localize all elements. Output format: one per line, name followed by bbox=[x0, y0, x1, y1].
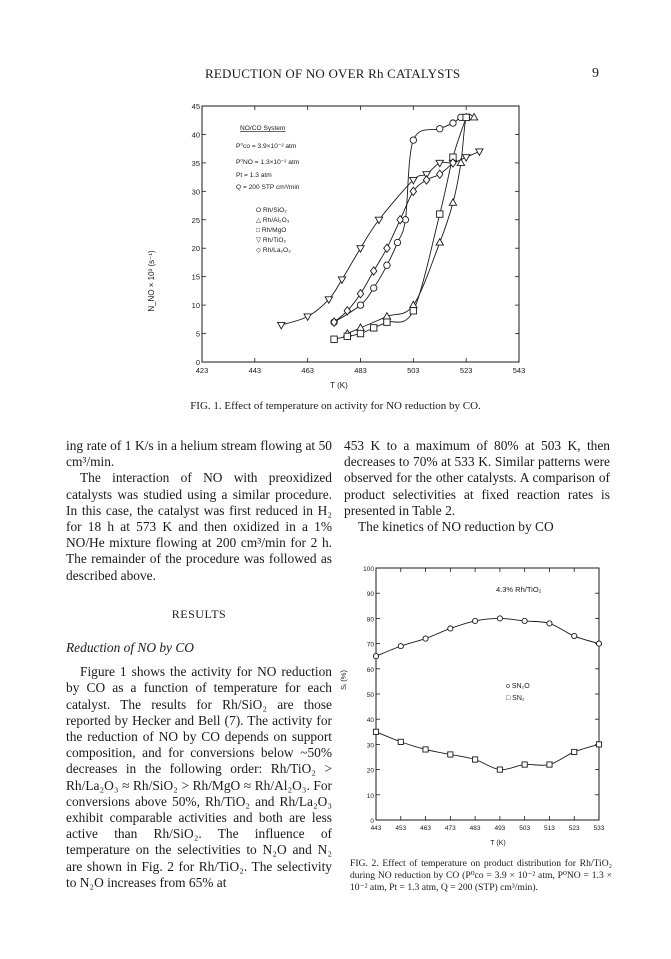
paragraph: 453 K to a maximum of 80% at 503 K, then decreases to 70% at 533 K. Similar patterns were observed for the other catalysts. A comparison of product selectivities at fixed reaction rates is presented in Table 2. bbox=[344, 438, 610, 518]
figure-1-xlabel: T (K) bbox=[330, 381, 348, 390]
data-point bbox=[398, 739, 403, 744]
y-tick-label: 25 bbox=[191, 215, 200, 225]
figure-1-condition: P⁰NO = 1.3×10⁻² atm bbox=[236, 159, 300, 166]
y-tick-label: 70 bbox=[366, 641, 374, 649]
data-point bbox=[448, 752, 453, 757]
figure-2-legend-item: □ SN₂ bbox=[506, 695, 525, 702]
data-point bbox=[437, 170, 443, 178]
data-point bbox=[436, 239, 443, 245]
paragraph: The kinetics of NO reduction by CO bbox=[358, 519, 554, 535]
paragraph: ing rate of 1 K/s in a helium stream flowing at 50 cm³/min. bbox=[66, 438, 332, 470]
y-tick-label: 50 bbox=[366, 692, 374, 699]
figure-2-ticks bbox=[363, 566, 605, 832]
x-tick-label: 513 bbox=[544, 825, 555, 832]
x-tick-label: 523 bbox=[568, 825, 580, 832]
data-point bbox=[410, 308, 416, 314]
y-tick-label: 30 bbox=[191, 187, 200, 197]
data-point bbox=[338, 277, 345, 283]
x-tick-label: 543 bbox=[512, 366, 526, 375]
data-point bbox=[462, 155, 469, 161]
data-point bbox=[373, 654, 378, 659]
data-point bbox=[497, 767, 502, 772]
y-tick-label: 0 bbox=[195, 358, 200, 367]
data-point bbox=[394, 239, 400, 245]
figure-1-chart bbox=[138, 96, 538, 396]
figure-1-series-label: ◇ Rh/La₂O₃ bbox=[256, 247, 291, 254]
figure-1-condition: Q = 200 STP cm³/min bbox=[236, 184, 300, 191]
figure-1-points bbox=[278, 114, 483, 343]
x-tick-label: 483 bbox=[354, 366, 367, 375]
data-point bbox=[497, 616, 502, 621]
y-tick-label: 15 bbox=[191, 272, 200, 282]
data-point bbox=[449, 199, 456, 205]
data-point bbox=[457, 159, 464, 165]
figure-2-axes bbox=[376, 568, 599, 820]
data-point bbox=[450, 120, 456, 126]
figure-2-xlabel: T (K) bbox=[490, 840, 506, 847]
figure-2-caption: FIG. 2. Effect of temperature on product distribution for Rh/TiO₂ during NO reduction by CO (P⁰co = 3.9 × 10⁻² atm, P⁰NO = 1.3 × 10⁻² atm, Pt = 1.3 atm, Q = 200 (STP) cm³/min). bbox=[350, 858, 612, 893]
data-point bbox=[596, 641, 601, 646]
subsection-heading: Reduction of NO by CO bbox=[66, 640, 194, 656]
data-point bbox=[473, 757, 478, 762]
y-tick-label: 100 bbox=[363, 566, 374, 573]
paragraph: Figure 1 shows the activity for NO reduction by CO as a function of temperature for each catalyst. The results for Rh/SiO₂ are those reported by Hecker and Bell (7). The activity for the reduction of NO by CO depends on support composition, and for conversions below ~50% decreases in the following order: Rh/TiO₂ > Rh/La₂O₃ ≈ Rh/SiO₂ > Rh/MgO ≈ Rh/Al₂O₃. For conversions above 50%, Rh/TiO₂ and Rh/La₂O₃ exhibit comparable activities and both are less active than Rh/SiO₂. The influence of temperature on the selectivities to N₂O and N₂ are shown in Fig. 2 for Rh/TiO₂. The selectivity to N₂O increases from 65% at bbox=[66, 664, 332, 890]
data-point bbox=[572, 749, 577, 754]
y-tick-label: 5 bbox=[195, 329, 200, 339]
figure-2-legend-item: o SN₂O bbox=[506, 683, 530, 690]
data-point bbox=[437, 126, 443, 132]
y-tick-label: 40 bbox=[366, 717, 374, 725]
x-tick-label: 423 bbox=[195, 366, 209, 375]
body-left-column bbox=[66, 438, 332, 891]
y-tick-label: 20 bbox=[366, 767, 374, 775]
data-point bbox=[397, 216, 403, 224]
y-tick-label: 10 bbox=[366, 792, 374, 800]
data-point bbox=[278, 322, 285, 328]
y-tick-label: 10 bbox=[191, 301, 200, 311]
data-point bbox=[547, 621, 552, 626]
x-tick-label: 503 bbox=[407, 366, 420, 375]
figure-2-ylabel: Sᵢ (%) bbox=[339, 670, 348, 690]
data-point bbox=[344, 333, 350, 339]
data-point bbox=[371, 325, 377, 331]
figure-1-series-label: O Rh/SiO₂ bbox=[256, 207, 287, 214]
data-point bbox=[436, 160, 443, 166]
data-point bbox=[384, 262, 390, 268]
y-tick-label: 30 bbox=[366, 742, 374, 750]
data-point bbox=[423, 747, 428, 752]
series-curve bbox=[334, 163, 453, 322]
page-number: 9 bbox=[592, 66, 599, 81]
figure-1-caption: FIG. 1. Effect of temperature on activity for NO reduction by CO. bbox=[190, 400, 481, 412]
data-point bbox=[522, 618, 527, 623]
data-point bbox=[357, 330, 363, 336]
data-point bbox=[522, 762, 527, 767]
figure-1-series-label: ▽ Rh/TiO₂ bbox=[256, 237, 287, 244]
data-point bbox=[448, 626, 453, 631]
data-point bbox=[384, 244, 390, 252]
x-tick-label: 443 bbox=[248, 366, 262, 375]
figure-1-condition: P⁰co = 3.9×10⁻² atm bbox=[236, 143, 297, 150]
data-point bbox=[398, 644, 403, 649]
figure-1-condition: Pt = 1.3 atm bbox=[236, 172, 272, 179]
figure-1-series-label: △ Rh/Al₂O₃ bbox=[256, 217, 290, 224]
data-point bbox=[463, 114, 469, 120]
data-point bbox=[437, 211, 443, 217]
data-point bbox=[357, 302, 363, 308]
data-point bbox=[304, 314, 311, 320]
data-point bbox=[572, 633, 577, 638]
data-point bbox=[371, 285, 377, 291]
y-tick-label: 80 bbox=[366, 616, 374, 624]
y-tick-label: 90 bbox=[366, 591, 374, 599]
data-point bbox=[547, 762, 552, 767]
data-point bbox=[423, 636, 428, 641]
series-curve bbox=[376, 732, 599, 770]
data-point bbox=[423, 176, 429, 184]
y-tick-label: 0 bbox=[370, 818, 374, 825]
body-right-column bbox=[344, 438, 610, 535]
data-point bbox=[384, 319, 390, 325]
y-tick-label: 40 bbox=[191, 130, 200, 140]
x-tick-label: 503 bbox=[519, 825, 531, 832]
data-point bbox=[470, 114, 477, 120]
figure-1-curves bbox=[281, 114, 479, 339]
x-tick-label: 443 bbox=[370, 825, 382, 832]
figure-2-curves bbox=[376, 618, 599, 769]
data-point bbox=[473, 618, 478, 623]
figure-1-ylabel: N_NO × 10³ (s⁻¹) bbox=[147, 250, 156, 312]
y-tick-label: 35 bbox=[191, 158, 200, 168]
section-heading: RESULTS bbox=[171, 606, 227, 621]
page-header bbox=[0, 66, 671, 86]
figure-2-points bbox=[373, 616, 601, 772]
paragraph: The interaction of NO with preoxidized catalysts was studied using a similar procedure. In this case, the catalyst was first reduced in H₂ for 18 h at 573 K and then oxidized in a 1% NO/He mixture flowing at 200 cm³/min for 2 h. The remainder of the procedure was followed as described above. bbox=[66, 470, 332, 583]
data-point bbox=[373, 729, 378, 734]
x-tick-label: 463 bbox=[301, 366, 314, 375]
series-curve bbox=[347, 114, 474, 334]
y-tick-label: 20 bbox=[191, 244, 200, 254]
data-point bbox=[410, 137, 416, 143]
x-tick-label: 523 bbox=[459, 366, 473, 375]
y-tick-label: 45 bbox=[191, 102, 200, 111]
series-curve bbox=[334, 117, 466, 339]
x-tick-label: 453 bbox=[395, 825, 407, 832]
data-point bbox=[596, 742, 601, 747]
running-head: REDUCTION OF NO OVER Rh CATALYSTS bbox=[205, 66, 461, 81]
figure-1-legend-title: NO/CO System bbox=[240, 125, 286, 132]
x-tick-label: 473 bbox=[444, 825, 456, 832]
x-tick-label: 493 bbox=[494, 825, 506, 832]
data-point bbox=[357, 246, 364, 252]
figure-2-panel-label: 4.3% Rh/TiO₂ bbox=[496, 585, 542, 594]
data-point bbox=[331, 336, 337, 342]
series-curve bbox=[376, 618, 599, 656]
x-tick-label: 483 bbox=[469, 825, 481, 832]
figure-1-series-label: □ Rh/MgO bbox=[256, 227, 287, 234]
figure-1-legend bbox=[236, 125, 300, 254]
x-tick-label: 463 bbox=[420, 825, 431, 832]
data-point bbox=[331, 318, 337, 326]
x-tick-label: 533 bbox=[593, 825, 605, 832]
figure-2-chart bbox=[340, 562, 612, 858]
series-curve bbox=[281, 152, 479, 326]
plot-frame bbox=[376, 568, 599, 820]
y-tick-label: 60 bbox=[366, 666, 374, 674]
